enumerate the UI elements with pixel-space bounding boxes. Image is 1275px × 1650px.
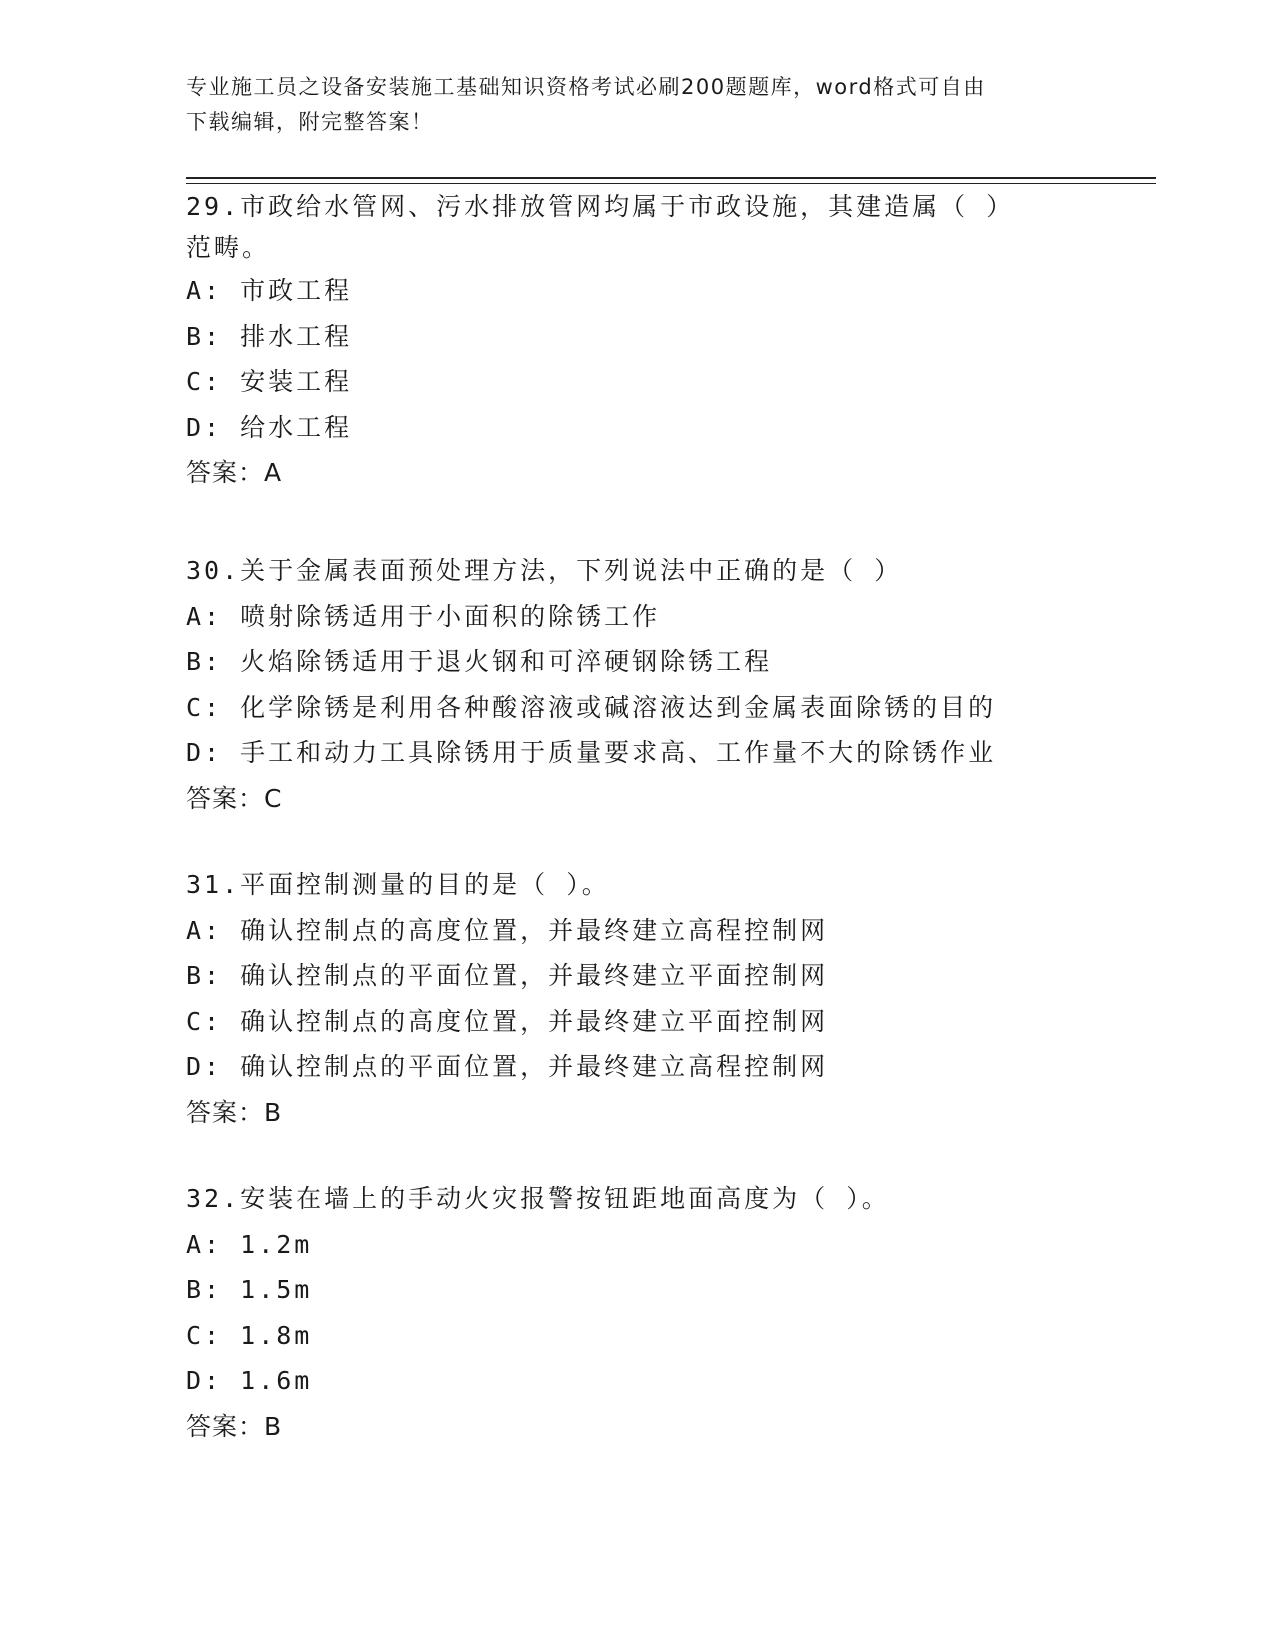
question-stem: 31.平面控制测量的目的是（ ）。 <box>186 870 610 899</box>
document-header <box>186 70 1066 140</box>
question-block <box>186 186 1066 496</box>
option-b: B: 1.5m <box>186 1275 313 1304</box>
question-block <box>186 862 1066 1135</box>
answer-label: 答案：B <box>186 1411 283 1441</box>
header-divider-thin <box>186 183 1156 184</box>
question-block <box>186 548 1066 821</box>
option-a: A: 确认控制点的高度位置，并最终建立高程控制网 <box>186 915 829 945</box>
question-stem: 29.市政给水管网、污水排放管网均属于市政设施，其建造属（ ）范畴。 <box>186 192 1015 262</box>
question-block <box>186 1176 1066 1449</box>
header-divider-thick <box>186 177 1156 179</box>
question-stem: 30.关于金属表面预处理方法，下列说法中正确的是（ ） <box>186 556 903 585</box>
answer-label: 答案：A <box>186 458 283 487</box>
answer-label: 答案：B <box>186 1097 283 1127</box>
option-b: B: 排水工程 <box>186 321 353 351</box>
option-a: A: 喷射除锈适用于小面积的除锈工作 <box>186 601 661 631</box>
option-b: B: 火焰除锈适用于退火钢和可淬硬钢除锈工程 <box>186 647 773 676</box>
option-c: C: 化学除锈是利用各种酸溶液或碱溶液达到金属表面除锈的目的 <box>186 692 997 722</box>
option-d: D: 确认控制点的平面位置，并最终建立高程控制网 <box>186 1052 829 1081</box>
question-stem: 32.安装在墙上的手动火灾报警按钮距地面高度为（ ）。 <box>186 1184 890 1213</box>
option-d: D: 1.6m <box>186 1366 313 1395</box>
option-c: C: 1.8m <box>186 1320 313 1350</box>
option-a: A: 市政工程 <box>186 276 353 305</box>
option-b: B: 确认控制点的平面位置，并最终建立平面控制网 <box>186 961 829 990</box>
option-c: C: 确认控制点的高度位置，并最终建立平面控制网 <box>186 1006 829 1036</box>
answer-label: 答案：C <box>186 783 283 813</box>
option-d: D: 给水工程 <box>186 412 353 442</box>
header-title-line-2: 下载编辑，附完整答案！ <box>186 110 434 134</box>
header-title-line-1: 专业施工员之设备安装施工基础知识资格考试必刷200题题库，word格式可自由 <box>186 75 986 99</box>
option-a: A: 1.2m <box>186 1229 313 1259</box>
option-d: D: 手工和动力工具除锈用于质量要求高、工作量不大的除锈作业 <box>186 738 997 767</box>
option-c: C: 安装工程 <box>186 367 353 396</box>
